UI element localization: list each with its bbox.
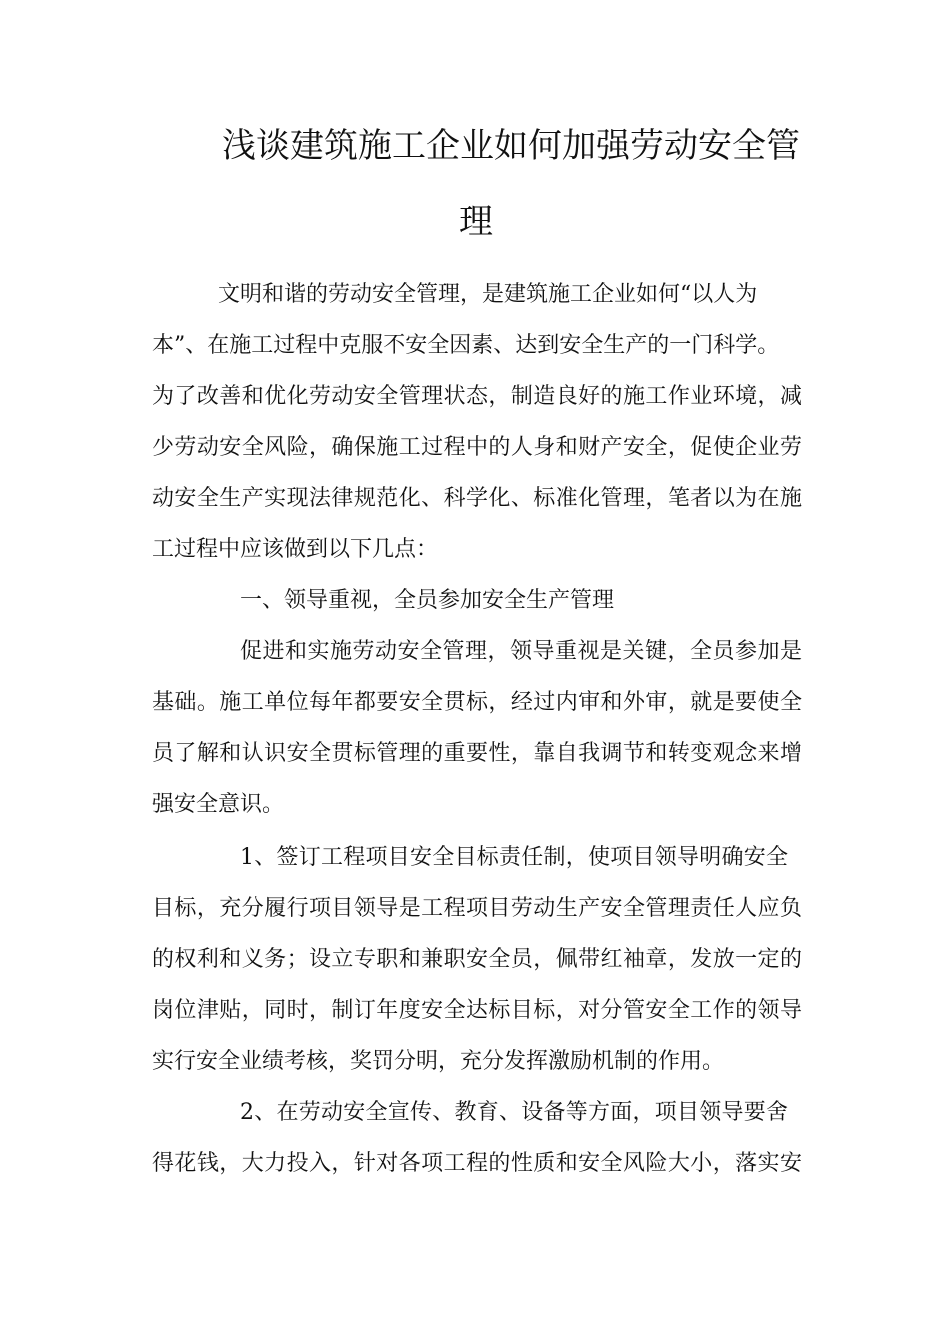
text-line: 本”、在施工过程中克服不安全因素、达到安全生产的一门科学。 xyxy=(152,333,780,358)
text-line: 基础。施工单位每年都要安全贯标，经过内审和外审，就是要使全 xyxy=(152,690,802,715)
text-line: 得花钱，大力投入，针对各项工程的性质和安全风险大小，落实安 xyxy=(152,1151,802,1176)
text-line: 动安全生产实现法律规范化、科学化、标准化管理，笔者以为在施 xyxy=(152,486,802,511)
text-line: 实行安全业绩考核，奖罚分明，充分发挥激励机制的作用。 xyxy=(152,1049,725,1074)
text-line: 促进和实施劳动安全管理，领导重视是关键，全员参加是 xyxy=(240,639,802,664)
document-title-line-2: 理 xyxy=(459,202,493,242)
text-line: 的权利和义务；设立专职和兼职安全员，佩带红袖章，发放一定的 xyxy=(152,947,802,972)
text-line: 工过程中应该做到以下几点： xyxy=(152,537,439,562)
text-line: 少劳动安全风险，确保施工过程中的人身和财产安全，促使企业劳 xyxy=(152,435,802,460)
text-line: 2、在劳动安全宣传、教育、设备等方面，项目领导要舍 xyxy=(240,1100,788,1125)
document-title-line-1: 浅谈建筑施工企业如何加强劳动安全管 xyxy=(222,126,800,166)
text-line: 岗位津贴，同时，制订年度安全达标目标，对分管安全工作的领导 xyxy=(152,998,802,1023)
text-line: 为了改善和优化劳动安全管理状态，制造良好的施工作业环境，减 xyxy=(152,384,802,409)
section-heading: 一、领导重视，全员参加安全生产管理 xyxy=(240,588,615,613)
text-line: 员了解和认识安全贯标管理的重要性，靠自我调节和转变观念来增 xyxy=(152,741,802,766)
text-line: 目标，充分履行项目领导是工程项目劳动生产安全管理责任人应负 xyxy=(152,896,802,921)
text-line: 强安全意识。 xyxy=(152,792,285,817)
text-line: 1、签订工程项目安全目标责任制，使项目领导明确安全 xyxy=(240,845,788,870)
text-line: 文明和谐的劳动安全管理，是建筑施工企业如何“以人为 xyxy=(218,282,758,307)
